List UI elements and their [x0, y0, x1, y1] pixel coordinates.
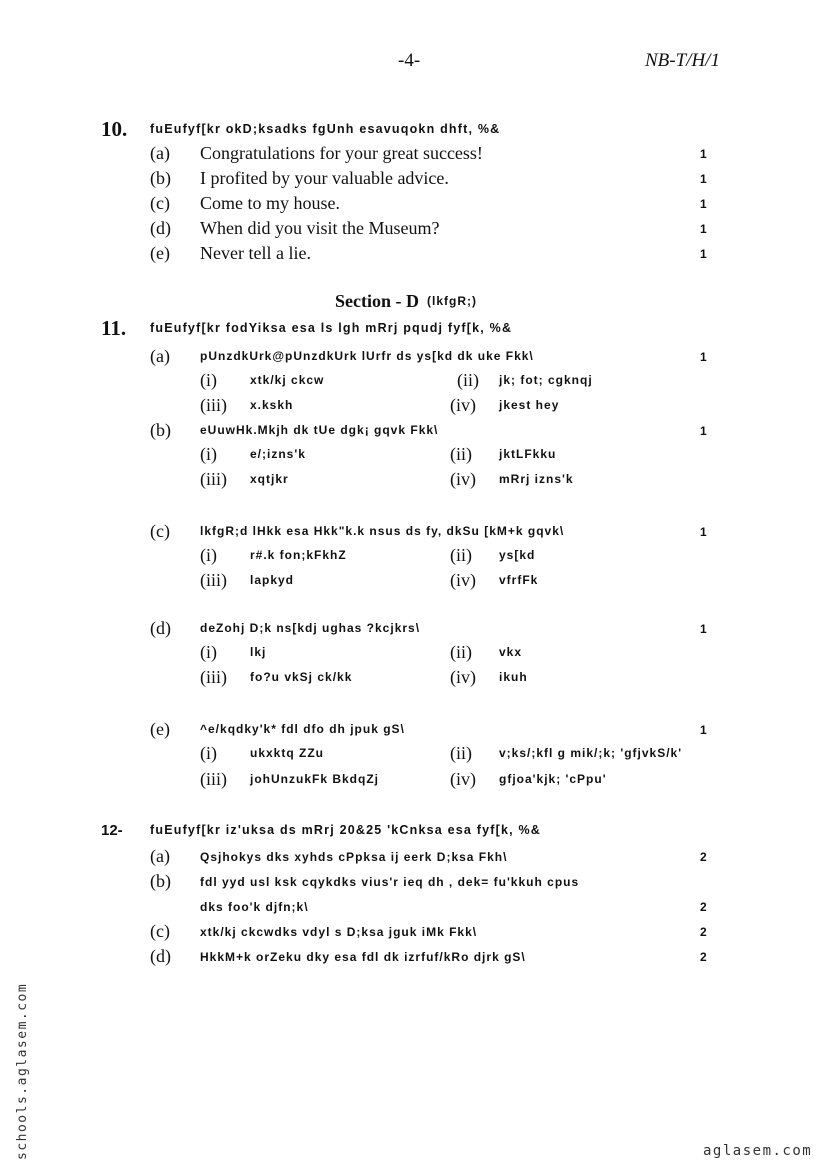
q11-a-opt1-label: (i) [200, 370, 217, 390]
q12-b-label: (b) [150, 871, 171, 891]
q11-d-opt4-label: (iv) [450, 667, 476, 687]
q10-e-text: Never tell a lie. [200, 243, 311, 263]
q12-a-label: (a) [150, 846, 170, 866]
q11-e-opt3-text: johUnzukFk BkdqZj [250, 772, 379, 786]
q11-b-opt2-label: (ii) [450, 444, 472, 464]
q11-a-opt1-text: xtk/kj ckcw [250, 373, 325, 387]
q11-b-question: eUuwHk.Mkjh dk tUe dgk¡ gqvk Fkk\ [200, 423, 439, 437]
q12-d-marks: 2 [700, 950, 707, 964]
q12-c-line1: xtk/kj ckcwdks vdyl s D;ksa jguk iMk Fkk\ [200, 925, 478, 939]
q11-c-question: lkfgR;d lHkk esa Hkk"k.k nsus ds fy, dkSu [kM+k gqvk\ [200, 524, 565, 538]
q11-e-opt2-text: v;ks/;kfl g mik/;k; 'gfjvkS/k' [499, 746, 683, 760]
q11-e-opt2-label: (ii) [450, 743, 472, 763]
q10-b-marks: 1 [700, 172, 707, 186]
q10-instruction: fuEufyf[kr okD;ksadks fgUnh esavuqokn dhft, %& [150, 122, 501, 136]
q11-c-opt4-label: (iv) [450, 570, 476, 590]
q11-e-question: ^e/kqdky'k* fdl dfo dh jpuk gS\ [200, 722, 405, 736]
q11-c-opt3-text: lapkyd [250, 573, 295, 587]
q11-c-opt3-label: (iii) [200, 570, 227, 590]
q11-c-opt2-text: ys[kd [499, 548, 536, 562]
q11-b-opt4-label: (iv) [450, 469, 476, 489]
q11-d-label: (d) [150, 618, 171, 638]
q11-a-opt3-label: (iii) [200, 395, 227, 415]
q11-b-opt3-label: (iii) [200, 469, 227, 489]
q11-d-opt1-label: (i) [200, 642, 217, 662]
q11-b-opt2-text: jktLFkku [499, 447, 557, 461]
q11-d-opt4-text: ikuh [499, 670, 528, 684]
q11-a-question: pUnzdkUrk@pUnzdkUrk lUrfr ds ys[kd dk uke Fkk\ [200, 349, 534, 363]
q11-b-opt1-text: e/;izns'k [250, 447, 306, 461]
q11-e-opt3-label: (iii) [200, 769, 227, 789]
q12-d-line1: HkkM+k orZeku dky esa fdl dk izrfuf/kRo djrk gS\ [200, 950, 526, 964]
q10-b-text: I profited by your valuable advice. [200, 168, 449, 188]
q12-d-label: (d) [150, 946, 171, 966]
q11-b-opt3-text: xqtjkr [250, 472, 289, 486]
q11-e-opt1-label: (i) [200, 743, 217, 763]
q11-d-opt1-text: lkj [250, 645, 267, 659]
q10-a-label: (a) [150, 143, 170, 163]
q11-a-opt2-label: (ii) [457, 370, 479, 390]
q11-a-opt2-text: jk; fot; cgknqj [499, 373, 593, 387]
q12-b-line1: fdl yyd usl ksk cqykdks vius'r ieq dh , dek= fu'kkuh cpus [200, 875, 580, 889]
section-title: Section - D [335, 291, 419, 311]
q11-a-opt4-text: jkest hey [499, 398, 560, 412]
q11-c-opt2-label: (ii) [450, 545, 472, 565]
paper-code: NB-T/H/1 [645, 50, 720, 71]
q11-e-opt4-label: (iv) [450, 769, 476, 789]
q11-d-opt3-text: fo?u vkSj ck/kk [250, 670, 353, 684]
side-watermark: schools.aglasem.com [15, 982, 30, 1160]
q10-e-label: (e) [150, 243, 170, 263]
page-number: -4- [398, 50, 421, 71]
q10-number: 10. [101, 117, 128, 141]
q11-c-opt1-label: (i) [200, 545, 217, 565]
q11-d-marks: 1 [700, 622, 707, 636]
q11-e-label: (e) [150, 719, 170, 739]
q10-a-text: Congratulations for your great success! [200, 143, 483, 163]
section-subtitle: (lkfgR;) [427, 294, 477, 308]
q12-instruction: fuEufyf[kr iz'uksa ds mRrj 20&25 'kCnksa esa fyf[k, %& [150, 823, 542, 837]
q11-e-marks: 1 [700, 723, 707, 737]
q11-c-marks: 1 [700, 525, 707, 539]
q11-b-marks: 1 [700, 424, 707, 438]
q10-d-label: (d) [150, 218, 171, 238]
q11-d-opt3-label: (iii) [200, 667, 227, 687]
q11-d-question: deZohj D;k ns[kdj ughas ?kcjkrs\ [200, 621, 421, 635]
footer-watermark: aglasem.com [703, 1143, 813, 1159]
q12-b-line2: dks foo'k djfn;k\ [200, 900, 309, 914]
q12-c-marks: 2 [700, 925, 707, 939]
q11-c-label: (c) [150, 521, 170, 541]
q12-a-line1: Qsjhokys dks xyhds cPpksa ij eerk D;ksa Fkh\ [200, 850, 508, 864]
q11-b-opt1-label: (i) [200, 444, 217, 464]
q11-c-opt1-text: r#.k fon;kFkhZ [250, 548, 347, 562]
q11-e-opt4-text: gfjoa'kjk; 'cPpu' [499, 772, 607, 786]
q12-a-marks: 2 [700, 850, 707, 864]
q10-d-text: When did you visit the Museum? [200, 218, 440, 238]
q11-a-opt4-label: (iv) [450, 395, 476, 415]
q11-d-opt2-label: (ii) [450, 642, 472, 662]
q12-c-label: (c) [150, 921, 170, 941]
q11-a-marks: 1 [700, 350, 707, 364]
q11-b-opt4-text: mRrj izns'k [499, 472, 574, 486]
q12-b-marks: 2 [700, 900, 707, 914]
q10-e-marks: 1 [700, 247, 707, 261]
q11-d-opt2-text: vkx [499, 645, 523, 659]
q10-d-marks: 1 [700, 222, 707, 236]
q11-number: 11. [101, 316, 127, 340]
q10-c-text: Come to my house. [200, 193, 340, 213]
q10-c-label: (c) [150, 193, 170, 213]
q10-a-marks: 1 [700, 147, 707, 161]
q11-c-opt4-text: vfrfFk [499, 573, 539, 587]
q10-c-marks: 1 [700, 197, 707, 211]
q11-e-opt1-text: ukxktq ZZu [250, 746, 325, 760]
q11-instruction: fuEufyf[kr fodYiksa esa ls lgh mRrj pqudj fyf[k, %& [150, 321, 513, 335]
q11-a-label: (a) [150, 346, 170, 366]
q10-b-label: (b) [150, 168, 171, 188]
q11-b-label: (b) [150, 420, 171, 440]
q11-a-opt3-text: x.kskh [250, 398, 294, 412]
q12-number: 12- [101, 822, 123, 839]
